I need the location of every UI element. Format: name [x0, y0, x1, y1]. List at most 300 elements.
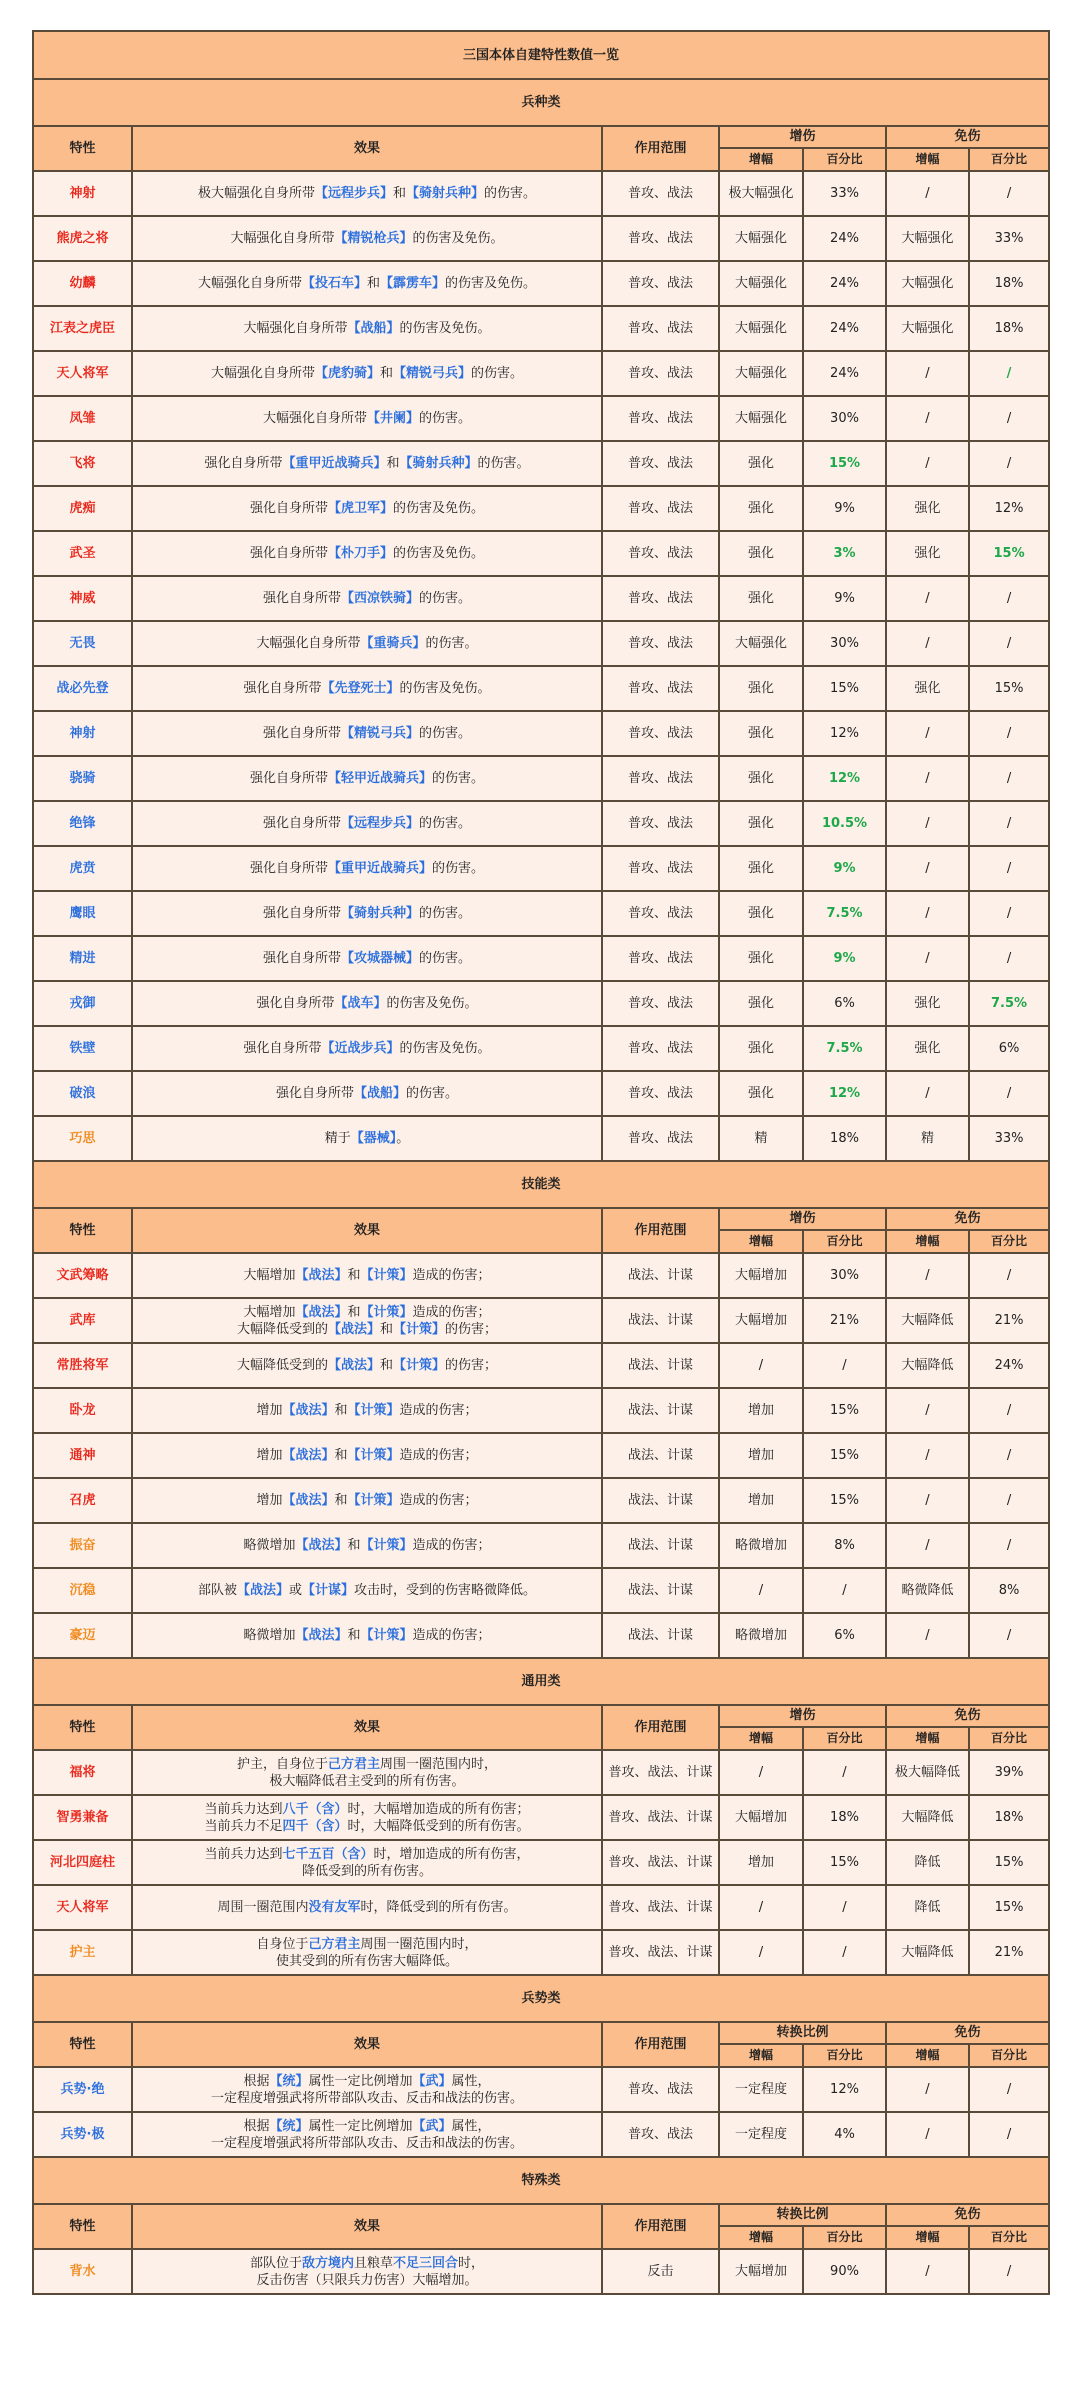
effect-text: 和 — [386, 456, 400, 471]
dmg-down-amp: / — [886, 1523, 969, 1568]
column-header-effect: 效果 — [132, 2022, 602, 2067]
dmg-up-amp: 强化 — [719, 576, 803, 621]
effect-highlight: 【计策】 — [360, 1628, 413, 1643]
effect-text: 强化自身所带 — [249, 861, 328, 876]
effect-text: 强化自身所带 — [262, 726, 341, 741]
subheader-pct: 百分比 — [803, 148, 886, 171]
dmg-down-amp: 降低 — [886, 1840, 969, 1885]
dmg-up-pct: 18% — [803, 1795, 886, 1840]
effect-text: 大幅强化自身所带 — [197, 276, 302, 291]
trait-scope: 普攻、战法 — [602, 261, 719, 306]
trait-name: 神射 — [33, 711, 132, 756]
effect-text: 和 — [334, 1448, 348, 1463]
table-row — [33, 1885, 1049, 1930]
column-header-group1: 转换比例 — [719, 2022, 886, 2044]
effect-text: 的伤害。 — [419, 951, 472, 966]
dmg-down-pct: 18% — [969, 1795, 1049, 1840]
dmg-up-pct: 15% — [803, 1478, 886, 1523]
trait-scope: 普攻、战法 — [602, 801, 719, 846]
column-header-effect: 效果 — [132, 1208, 602, 1253]
table-row — [33, 1433, 1049, 1478]
trait-name: 福将 — [33, 1750, 132, 1795]
effect-highlight: 【计策】 — [347, 1448, 400, 1463]
trait-name: 巧思 — [33, 1116, 132, 1161]
table-row — [33, 1253, 1049, 1298]
subheader-amp: 增幅 — [886, 1727, 969, 1750]
table-row — [33, 1026, 1049, 1071]
dmg-up-amp: / — [719, 1568, 803, 1613]
subheader-pct: 百分比 — [969, 148, 1049, 171]
dmg-down-amp: / — [886, 396, 969, 441]
trait-scope: 普攻、战法、计谋 — [602, 1840, 719, 1885]
effect-text: 强化自身所带 — [249, 546, 328, 561]
trait-effect — [132, 981, 602, 1026]
effect-highlight: 【精锐弓兵】 — [340, 726, 419, 741]
trait-scope: 战法、计谋 — [602, 1568, 719, 1613]
dmg-up-amp: 大幅强化 — [719, 261, 803, 306]
trait-effect — [132, 1930, 602, 1975]
subheader-amp: 增幅 — [719, 2226, 803, 2249]
effect-text: 极大幅强化自身所带 — [197, 186, 315, 201]
effect-highlight: 【先登死士】 — [321, 681, 400, 696]
subheader-pct: 百分比 — [803, 2226, 886, 2249]
column-header-row — [33, 126, 1049, 148]
section-header-row — [33, 1658, 1049, 1705]
trait-name: 精进 — [33, 936, 132, 981]
subheader-pct: 百分比 — [969, 2226, 1049, 2249]
effect-text: 造成的伤害； — [412, 1304, 491, 1320]
dmg-up-amp: 大幅强化 — [719, 621, 803, 666]
trait-effect — [132, 666, 602, 711]
dmg-down-pct: 21% — [969, 1298, 1049, 1343]
effect-highlight: 【远程步兵】 — [314, 186, 393, 201]
dmg-up-amp: 大幅增加 — [719, 1253, 803, 1298]
effect-highlight: 【远程步兵】 — [340, 816, 419, 831]
effect-text: 的伤害； — [445, 1358, 498, 1373]
trait-scope: 普攻、战法 — [602, 351, 719, 396]
effect-highlight: 【投石车】 — [301, 276, 367, 291]
subheader-amp: 增幅 — [719, 2044, 803, 2067]
dmg-down-amp: / — [886, 1388, 969, 1433]
table-row — [33, 1930, 1049, 1975]
trait-scope: 反击 — [602, 2249, 719, 2294]
trait-name: 战必先登 — [33, 666, 132, 711]
effect-text: 和 — [334, 1493, 348, 1508]
table-row — [33, 2112, 1049, 2157]
column-header-group1: 增伤 — [719, 1705, 886, 1727]
trait-effect — [132, 2249, 602, 2294]
trait-effect — [132, 711, 602, 756]
trait-effect — [132, 891, 602, 936]
trait-name: 幼麟 — [33, 261, 132, 306]
effect-text: 使其受到的所有伤害大幅降低。 — [275, 1953, 458, 1969]
effect-highlight: 【统】 — [269, 2073, 309, 2089]
trait-scope: 普攻、战法、计谋 — [602, 1750, 719, 1795]
effect-highlight: 【战法】 — [282, 1448, 335, 1463]
trait-effect — [132, 216, 602, 261]
effect-text: 和 — [379, 366, 393, 381]
table-row — [33, 1613, 1049, 1658]
effect-highlight: 【统】 — [269, 2118, 309, 2134]
table-row — [33, 666, 1049, 711]
dmg-down-amp: / — [886, 1478, 969, 1523]
trait-effect — [132, 441, 602, 486]
trait-effect — [132, 2112, 602, 2157]
effect-text: 的伤害。 — [432, 771, 485, 786]
dmg-down-amp: 大幅降低 — [886, 1298, 969, 1343]
dmg-down-pct: / — [969, 1071, 1049, 1116]
dmg-down-pct: / — [969, 936, 1049, 981]
effect-text: 当前兵力不足 — [204, 1818, 283, 1834]
dmg-up-pct: 7.5% — [803, 1026, 886, 1071]
trait-name: 神威 — [33, 576, 132, 621]
dmg-up-pct: / — [803, 1343, 886, 1388]
dmg-up-amp: 极大幅强化 — [719, 171, 803, 216]
trait-scope: 普攻、战法 — [602, 1026, 719, 1071]
dmg-up-amp: 略微增加 — [719, 1613, 803, 1658]
effect-text: 造成的伤害； — [412, 1538, 491, 1553]
effect-highlight: 【虎卫军】 — [327, 501, 393, 516]
dmg-down-amp: / — [886, 171, 969, 216]
subheader-amp: 增幅 — [886, 148, 969, 171]
dmg-down-pct: / — [969, 1388, 1049, 1433]
effect-highlight: 【计策】 — [360, 1538, 413, 1553]
dmg-down-amp: 大幅降低 — [886, 1795, 969, 1840]
dmg-down-pct: 18% — [969, 261, 1049, 306]
subheader-pct: 百分比 — [969, 1727, 1049, 1750]
dmg-down-pct: / — [969, 2112, 1049, 2157]
trait-name: 常胜将军 — [33, 1343, 132, 1388]
dmg-down-amp: / — [886, 2112, 969, 2157]
column-header-feature: 特性 — [33, 2204, 132, 2249]
effect-text: 大幅强化自身所带 — [243, 321, 348, 336]
dmg-up-amp: 强化 — [719, 531, 803, 576]
effect-text: 的伤害。 — [432, 861, 485, 876]
column-header-dmg-down: 免伤 — [886, 1208, 1049, 1230]
effect-highlight: 【战法】 — [327, 1321, 380, 1337]
column-header-feature: 特性 — [33, 126, 132, 171]
dmg-down-pct: 15% — [969, 666, 1049, 711]
effect-text: 略微增加 — [243, 1628, 296, 1643]
trait-name: 无畏 — [33, 621, 132, 666]
dmg-up-pct: 3% — [803, 531, 886, 576]
effect-text: 增加 — [256, 1403, 283, 1418]
dmg-down-amp: / — [886, 1613, 969, 1658]
effect-text: 强化自身所带 — [262, 591, 341, 606]
effect-text: 时， — [458, 2255, 485, 2271]
dmg-down-amp: 略微降低 — [886, 1568, 969, 1613]
dmg-up-pct: 90% — [803, 2249, 886, 2294]
dmg-down-amp: 强化 — [886, 981, 969, 1026]
dmg-up-amp: 大幅强化 — [719, 351, 803, 396]
dmg-down-pct: / — [969, 441, 1049, 486]
effect-text: 造成的伤害； — [412, 1628, 491, 1643]
dmg-up-pct: 15% — [803, 666, 886, 711]
trait-effect — [132, 1523, 602, 1568]
subheader-amp: 增幅 — [886, 2044, 969, 2067]
effect-text: 属性一定比例增加 — [308, 2118, 413, 2134]
effect-text: 时，大幅增加造成的所有伤害； — [347, 1801, 530, 1817]
trait-name: 武圣 — [33, 531, 132, 576]
effect-text: 强化自身所带 — [256, 996, 335, 1011]
dmg-up-amp: 增加 — [719, 1840, 803, 1885]
trait-effect — [132, 1026, 602, 1071]
column-header-effect: 效果 — [132, 126, 602, 171]
effect-text: 的伤害。 — [419, 591, 472, 606]
effect-text: 大幅增加 — [243, 1268, 296, 1283]
column-header-row — [33, 1208, 1049, 1230]
table-row — [33, 1568, 1049, 1613]
column-header-scope: 作用范围 — [602, 1705, 719, 1750]
trait-effect — [132, 576, 602, 621]
trait-scope: 战法、计谋 — [602, 1343, 719, 1388]
table-row — [33, 1523, 1049, 1568]
trait-name: 智勇兼备 — [33, 1795, 132, 1840]
effect-highlight: 【计策】 — [347, 1493, 400, 1508]
effect-text: 时，大幅降低受到的所有伤害。 — [347, 1818, 530, 1834]
dmg-up-amp: 强化 — [719, 1071, 803, 1116]
effect-highlight: 【霹雳车】 — [380, 276, 446, 291]
trait-scope: 战法、计谋 — [602, 1253, 719, 1298]
effect-text: 的伤害及免伤。 — [399, 681, 491, 696]
trait-name: 卧龙 — [33, 1388, 132, 1433]
effect-text: 的伤害。 — [471, 366, 524, 381]
subheader-pct: 百分比 — [969, 2044, 1049, 2067]
effect-highlight: 【计策】 — [360, 1268, 413, 1283]
dmg-up-pct: 9% — [803, 486, 886, 531]
effect-text: 部队被 — [197, 1583, 237, 1598]
trait-effect — [132, 2067, 602, 2112]
trait-name: 虎贲 — [33, 846, 132, 891]
dmg-down-pct: / — [969, 801, 1049, 846]
effect-text: 大幅降低受到的 — [236, 1358, 328, 1373]
dmg-down-pct: 18% — [969, 306, 1049, 351]
dmg-down-pct: 8% — [969, 1568, 1049, 1613]
dmg-up-amp: 强化 — [719, 801, 803, 846]
trait-effect — [132, 396, 602, 441]
dmg-up-pct: 15% — [803, 1388, 886, 1433]
effect-text: 的伤害及免伤。 — [399, 1041, 491, 1056]
effect-highlight: 【计策】 — [360, 1304, 413, 1320]
table-row — [33, 1478, 1049, 1523]
trait-scope: 普攻、战法 — [602, 936, 719, 981]
subheader-amp: 增幅 — [719, 1727, 803, 1750]
trait-effect — [132, 756, 602, 801]
effect-highlight: 【武】 — [412, 2073, 452, 2089]
trait-scope: 战法、计谋 — [602, 1388, 719, 1433]
effect-highlight: 【器械】 — [350, 1131, 397, 1146]
column-header-group1: 转换比例 — [719, 2204, 886, 2226]
dmg-up-amp: / — [719, 1750, 803, 1795]
dmg-down-pct: / — [969, 846, 1049, 891]
dmg-down-pct: / — [969, 2249, 1049, 2294]
dmg-up-pct: 15% — [803, 441, 886, 486]
dmg-down-amp: 大幅强化 — [886, 306, 969, 351]
stats-table-container — [32, 30, 1048, 2295]
dmg-up-amp: 增加 — [719, 1388, 803, 1433]
table-row — [33, 1298, 1049, 1343]
effect-text: 的伤害。 — [419, 906, 472, 921]
effect-highlight: 【战车】 — [334, 996, 387, 1011]
dmg-down-amp: 大幅降低 — [886, 1930, 969, 1975]
table-row — [33, 1071, 1049, 1116]
table-row — [33, 1840, 1049, 1885]
dmg-down-amp: / — [886, 711, 969, 756]
dmg-down-amp: 大幅强化 — [886, 261, 969, 306]
effect-text: 增加 — [256, 1448, 283, 1463]
trait-name: 鹰眼 — [33, 891, 132, 936]
column-header-dmg-down: 免伤 — [886, 1705, 1049, 1727]
trait-name: 江表之虎臣 — [33, 306, 132, 351]
dmg-down-amp: 强化 — [886, 531, 969, 576]
dmg-down-pct: 33% — [969, 1116, 1049, 1161]
dmg-down-amp: / — [886, 846, 969, 891]
trait-scope: 普攻、战法 — [602, 216, 719, 261]
subheader-pct: 百分比 — [969, 1230, 1049, 1253]
trait-scope: 普攻、战法 — [602, 486, 719, 531]
effect-text: 的伤害； — [445, 1321, 498, 1337]
trait-name: 破浪 — [33, 1071, 132, 1116]
trait-effect — [132, 936, 602, 981]
trait-scope: 普攻、战法 — [602, 2112, 719, 2157]
effect-text: 或 — [288, 1583, 302, 1598]
dmg-down-amp: 精 — [886, 1116, 969, 1161]
effect-text: 属性， — [451, 2073, 491, 2089]
column-header-scope: 作用范围 — [602, 126, 719, 171]
effect-highlight: 【重骑兵】 — [360, 636, 426, 651]
trait-name: 天人将军 — [33, 351, 132, 396]
effect-text: 造成的伤害； — [399, 1403, 478, 1418]
dmg-up-pct: 24% — [803, 261, 886, 306]
trait-scope: 战法、计谋 — [602, 1433, 719, 1478]
effect-text: 和 — [347, 1268, 361, 1283]
dmg-up-amp: 强化 — [719, 711, 803, 756]
trait-name: 兵势·极 — [33, 2112, 132, 2157]
trait-name: 飞将 — [33, 441, 132, 486]
trait-scope: 普攻、战法 — [602, 621, 719, 666]
dmg-down-amp: / — [886, 1433, 969, 1478]
trait-scope: 普攻、战法 — [602, 441, 719, 486]
dmg-up-pct: 21% — [803, 1298, 886, 1343]
dmg-up-amp: / — [719, 1343, 803, 1388]
effect-highlight: 【战船】 — [353, 1086, 406, 1101]
trait-effect — [132, 1885, 602, 1930]
effect-highlight: 【战法】 — [295, 1268, 348, 1283]
table-row — [33, 2067, 1049, 2112]
dmg-up-pct: 12% — [803, 2067, 886, 2112]
effect-text: 略微增加 — [243, 1538, 296, 1553]
dmg-down-amp: / — [886, 351, 969, 396]
trait-name: 振奋 — [33, 1523, 132, 1568]
effect-text: 的伤害及免伤。 — [393, 546, 485, 561]
dmg-up-pct: 24% — [803, 351, 886, 396]
trait-effect — [132, 846, 602, 891]
dmg-down-pct: 12% — [969, 486, 1049, 531]
dmg-up-amp: 强化 — [719, 936, 803, 981]
dmg-up-pct: 12% — [803, 711, 886, 756]
dmg-up-amp: 大幅强化 — [719, 306, 803, 351]
table-row — [33, 891, 1049, 936]
trait-effect — [132, 1071, 602, 1116]
effect-highlight: 【计谋】 — [302, 1583, 355, 1598]
dmg-down-amp: / — [886, 2067, 969, 2112]
dmg-up-amp: 强化 — [719, 846, 803, 891]
trait-name: 戎御 — [33, 981, 132, 1026]
trait-scope: 普攻、战法 — [602, 396, 719, 441]
table-row — [33, 171, 1049, 216]
table-row — [33, 1388, 1049, 1433]
effect-text: 强化自身所带 — [243, 1041, 322, 1056]
section-header-row — [33, 2157, 1049, 2204]
subheader-amp: 增幅 — [886, 2226, 969, 2249]
effect-text: 大幅增加 — [243, 1304, 296, 1320]
table-row — [33, 306, 1049, 351]
trait-effect — [132, 306, 602, 351]
effect-highlight: 八千（含） — [282, 1801, 348, 1817]
table-row — [33, 576, 1049, 621]
effect-text: 部队位于 — [249, 2255, 302, 2271]
dmg-up-amp: 增加 — [719, 1433, 803, 1478]
dmg-up-amp: 强化 — [719, 1026, 803, 1071]
dmg-down-pct: / — [969, 1478, 1049, 1523]
trait-scope: 普攻、战法 — [602, 666, 719, 711]
trait-scope: 普攻、战法、计谋 — [602, 1885, 719, 1930]
effect-text: 强化自身所带 — [204, 456, 283, 471]
effect-text: 和 — [334, 1403, 348, 1418]
trait-effect — [132, 351, 602, 396]
dmg-up-pct: 24% — [803, 306, 886, 351]
dmg-down-amp: 大幅降低 — [886, 1343, 969, 1388]
dmg-up-pct: 10.5% — [803, 801, 886, 846]
dmg-down-pct: 6% — [969, 1026, 1049, 1071]
dmg-down-amp: / — [886, 891, 969, 936]
table-row — [33, 1750, 1049, 1795]
effect-highlight: 【计策】 — [347, 1403, 400, 1418]
dmg-up-amp: 一定程度 — [719, 2112, 803, 2157]
section-title: 技能类 — [33, 1161, 1049, 1208]
effect-text: 时，增加造成的所有伤害， — [373, 1846, 530, 1862]
section-title: 兵种类 — [33, 79, 1049, 126]
effect-text: 。 — [396, 1131, 410, 1146]
subheader-pct: 百分比 — [803, 1727, 886, 1750]
subheader-pct: 百分比 — [803, 2044, 886, 2067]
table-row — [33, 396, 1049, 441]
trait-name: 熊虎之将 — [33, 216, 132, 261]
effect-highlight: 没有友军 — [308, 1900, 361, 1915]
dmg-down-pct: / — [969, 171, 1049, 216]
dmg-up-pct: 30% — [803, 1253, 886, 1298]
column-header-effect: 效果 — [132, 1705, 602, 1750]
trait-scope: 普攻、战法 — [602, 981, 719, 1026]
dmg-down-pct: 15% — [969, 1885, 1049, 1930]
trait-scope: 普攻、战法 — [602, 171, 719, 216]
column-header-row — [33, 2204, 1049, 2226]
dmg-down-pct: / — [969, 891, 1049, 936]
dmg-down-pct: / — [969, 1433, 1049, 1478]
trait-scope: 普攻、战法 — [602, 531, 719, 576]
dmg-down-pct: 39% — [969, 1750, 1049, 1795]
trait-name: 天人将军 — [33, 1885, 132, 1930]
effect-text: 的伤害。 — [419, 726, 472, 741]
trait-scope: 普攻、战法 — [602, 756, 719, 801]
effect-text: 一定程度增强武将所带部队攻击、反击和战法的伤害。 — [210, 2135, 523, 2151]
effect-text: 属性一定比例增加 — [308, 2073, 413, 2089]
column-header-effect: 效果 — [132, 2204, 602, 2249]
effect-text: 造成的伤害； — [412, 1268, 491, 1283]
page-title: 三国本体自建特性数值一览 — [33, 31, 1049, 79]
effect-highlight: 不足三回合 — [393, 2255, 459, 2271]
trait-name: 河北四庭柱 — [33, 1840, 132, 1885]
